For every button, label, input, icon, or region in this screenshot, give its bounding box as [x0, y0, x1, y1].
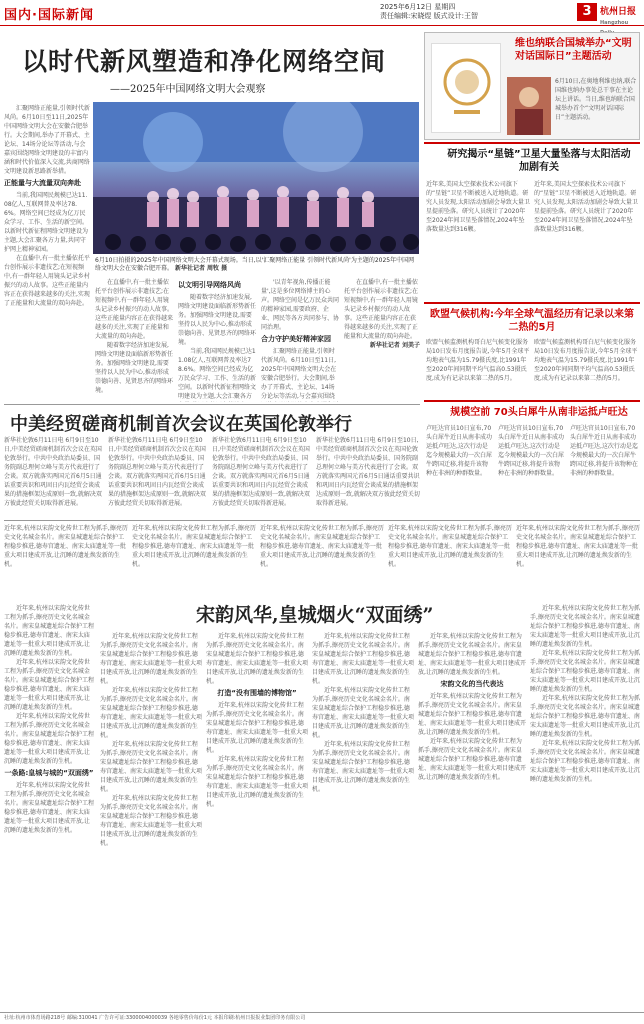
paper-en: Hangzhou: [600, 20, 629, 26]
band-col-1: 近年来,杭州以宋韵文化传世工程为抓手,擦亮历史文化名城金名片。南宋皇城遗址综合保护工程稳步推进,德寿宫遗址、南宋太庙遗址等一批重大项目建成开放,让沉睡的遗址焕发新的生机。: [4, 525, 128, 568]
lead-column-4: [261, 278, 339, 402]
third-col-4: [312, 632, 414, 1008]
side2-headline: 研究揭示“星链”卫星大量坠落与太阳活动加剧有关: [447, 149, 631, 173]
kicker-6: 宋韵文化的当代表达: [440, 680, 504, 688]
side2-text-2: 近年来,美国太空探索技术公司旗下的“星链”卫星不断被送入近地轨道。研究人员发现,太阳活动加剧会导致大量卫星提前坠落。研究人员统计了2020年至2024年间卫星坠落情况,2024年坠落数量达到316颗。: [534, 181, 638, 233]
lead-headline: 以时代新风塑造和净化网络空间: [22, 47, 387, 76]
third-col-6: [530, 604, 640, 1008]
lead-para-3: 在直播中,有一批主播依托平台创作展示非遗技艺;在短视频中,有一群年轻人用镜头记录乡村振兴的动人故事。这些正能量内容正在获得越来越多的关注,实现了正能量和大流量的双向奔赴。: [4, 255, 90, 307]
side4-text-2: 卢旺达官员10日宣布,70头白犀牛近日从南非成功运抵卢旺达,这次行动是迄今规模最大的一次白犀牛跨国迁移,将提升该物种在非洲的种群数量。: [498, 425, 564, 477]
lead-col2-text: 在直播中,有一批主播依托平台创作展示非遗技艺;在短视频中,有一群年轻人用镜头记录乡村振兴的动人故事。这些正能量内容正在获得越来越多的关注,实现了正能量和大流量的双向奔赴。: [95, 279, 173, 340]
editors: 责任编辑:宋晓煜 版式设计:王智: [380, 12, 478, 20]
sidebar-box-3: [424, 302, 640, 398]
stage-photo-illustration: [93, 102, 419, 254]
conference-photo: [93, 102, 419, 254]
photo-caption: [95, 257, 417, 273]
speaker-portrait: [507, 77, 551, 135]
lead-column-2: [95, 278, 173, 402]
third-col4-text-c: 近年来,杭州以宋韵文化传世工程为抓手,擦亮历史文化名城金名片。南宋皇城遗址综合保护工程稳步推进,德寿宫遗址、南宋太庙遗址等一批重大项目建成开放,让沉睡的遗址焕发新的生机。: [312, 741, 414, 793]
side3-text-2: 欧盟气候监测机构哥白尼气候变化服务局10日发布月度报告说,今年5月全球平均地表气温为15.79摄氏度,比1991年至2020年间同期平均气温高0.53摄氏度,成为有记录以来第二热的5月。: [534, 339, 638, 382]
emblem-image: [431, 43, 501, 133]
lead-byline: 新华社记者 刘美子: [369, 342, 420, 349]
third-col2-text-d: 近年来,杭州以宋韵文化传世工程为抓手,擦亮历史文化名城金名片。南宋皇城遗址综合保护工程稳步推进,德寿宫遗址、南宋太庙遗址等一批重大项目建成开放,让沉睡的遗址焕发新的生机。: [100, 795, 202, 847]
divider-1: [4, 404, 420, 405]
side4-text-1: 卢旺达官员10日宣布,70头白犀牛近日从南非成功运抵卢旺达,这次行动是迄今规模最大的一次白犀牛跨国迁移,将提升该物种在非洲的种群数量。: [426, 425, 492, 477]
kicker-3: 合力守护美好精神家园: [261, 335, 331, 343]
kicker-1: 正能量与大流量双向奔赴: [4, 179, 81, 187]
sidebar-box-2: [424, 142, 640, 300]
lead-col5-text: 在直播中,有一批主播依托平台创作展示非遗技艺;在短视频中,有一群年轻人用镜头记录乡村振兴的动人故事。这些正能量内容正在获得越来越多的关注,实现了正能量和大流量的双向奔赴。: [344, 279, 419, 340]
side2-text-1: 近年来,美国太空探索技术公司旗下的“星链”卫星不断被送入近地轨道。研究人员发现,太阳活动加剧会导致大量卫星提前坠落。研究人员统计了2020年至2024年间卫星坠落情况,2024年坠落数量达到316颗。: [426, 181, 530, 233]
page-footer: 社址:杭州市体育场路218号 邮编:310041 广告许可证:3300004000039 各地零售价每份1元 本报印刷:杭州日报报业集团印务有限公司: [0, 1012, 644, 1024]
kicker-4: 打造“没有围墙的博物馆”: [217, 689, 297, 697]
paper-title: 杭州日报: [600, 7, 637, 17]
lead-col3-text-b: 当前,我国网民规模已达11.08亿人,互联网普及率达78.6%。网络空间已经成为亿万民众学习、工作、生活的新空间。以新时代新征程网络文明建设为主题,大会汇聚各方: [178, 348, 256, 400]
lead-col2-text-b: 随着数字经济加速发展,网络文明建设面临新形势新任务。加强网络文明建设,需要坚持以人民为中心,推动形成崇德向善、见贤思齐的网络环境。: [95, 342, 173, 394]
third-col2-text-b: 近年来,杭州以宋韵文化传世工程为抓手,擦亮历史文化名城金名片。南宋皇城遗址综合保护工程稳步推进,德寿宫遗址、南宋太庙遗址等一批重大项目建成开放,让沉睡的遗址焕发新的生机。: [100, 687, 202, 739]
side1-headline: 维也纳联合国城举办“文明对话国际日”主题活动: [515, 38, 632, 62]
lead-column-1: [4, 104, 90, 402]
caption-credit: 新华社记者 周牧 摄: [174, 265, 228, 272]
third-col2-text-c: 近年来,杭州以宋韵文化传世工程为抓手,擦亮历史文化名城金名片。南宋皇城遗址综合保护工程稳步推进,德寿宫遗址、南宋太庙遗址等一批重大项目建成开放,让沉睡的遗址焕发新的生机。: [100, 741, 202, 793]
third-col-5: [418, 632, 526, 1008]
third-headline: 宋韵风华,皇城烟火“双面绣”: [196, 604, 434, 626]
third-col-3: [206, 632, 308, 1008]
side4-headline: 规模空前 70头白犀牛从南非运抵卢旺达: [450, 407, 628, 418]
third-col3-text-c: 近年来,杭州以宋韵文化传世工程为抓手,擦亮历史文化名城金名片。南宋皇城遗址综合保护工程稳步推进,德寿宫遗址、南宋太庙遗址等一批重大项目建成开放,让沉睡的遗址焕发新的生机。: [206, 756, 308, 808]
third-col4-text-b: 近年来,杭州以宋韵文化传世工程为抓手,擦亮历史文化名城金名片。南宋皇城遗址综合保护工程稳步推进,德寿宫遗址、南宋太庙遗址等一批重大项目建成开放,让沉睡的遗址焕发新的生机。: [312, 687, 414, 739]
side4-text-3: 卢旺达官员10日宣布,70头白犀牛近日从南非成功运抵卢旺达,这次行动是迄今规模最大的一次白犀牛跨国迁移,将提升该物种在非洲的种群数量。: [570, 425, 638, 477]
third-col3-text-b: 近年来,杭州以宋韵文化传世工程为抓手,擦亮历史文化名城金名片。南宋皇城遗址综合保护工程稳步推进,德寿宫遗址、南宋太庙遗址等一批重大项目建成开放,让沉睡的遗址焕发新的生机。: [206, 702, 308, 754]
third-col3-text: 近年来,杭州以宋韵文化传世工程为抓手,擦亮历史文化名城金名片。南宋皇城遗址综合保护工程稳步推进,德寿宫遗址、南宋太庙遗址等一批重大项目建成开放,让沉睡的遗址焕发新的生机。: [206, 633, 308, 685]
issue-date: 2025年6月12日 星期四: [380, 3, 456, 11]
third-col5-text: 近年来,杭州以宋韵文化传世工程为抓手,擦亮历史文化名城金名片。南宋皇城遗址综合保护工程稳步推进,德寿宫遗址、南宋太庙遗址等一批重大项目建成开放,让沉睡的遗址焕发新的生机。: [418, 633, 526, 676]
third-col-2: [100, 632, 202, 1008]
sidebar-box-1: [424, 32, 640, 140]
third-col5-text-b: 近年来,杭州以宋韵文化传世工程为抓手,擦亮历史文化名城金名片。南宋皇城遗址综合保护工程稳步推进,德寿宫遗址、南宋太庙遗址等一批重大项目建成开放,让沉睡的遗址焕发新的生机。: [418, 693, 526, 736]
second-col-2: 新华社伦敦6月11日电 6月9日至10日,中美经贸磋商机制首次会议在英国伦敦举行。中共中央政治局委员、国务院副总理何立峰与美方代表进行了会谈。双方就落实两国元首6月5日通话重要共识和巩固日内瓦经贸会谈成果的措施框架达成原则一致,就解决双方彼此经贸关切取得新进展。: [108, 437, 206, 507]
lead-col4-text-b: 汇聚网络正能量,引领时代新风尚。6月10日至11日,2025年中国网络文明大会在安徽合肥举行。大会期间,举办了开幕式、主论坛、14场分论坛等活动,与会嘉宾围绕: [261, 348, 337, 400]
caption-text: 6月10日拍摄的2025年中国网络文明大会开幕式现场。当日,以'汇聚网络正能量 引领时代新风尚'为主题的2025年中国网络文明大会在安徽合肥开幕。: [95, 257, 415, 272]
kicker-2: 以文明引导网络风尚: [178, 281, 241, 289]
lead-para-1: 汇聚网络正能量,引领时代新风尚。6月10日至11日,2025年中国网络文明大会在安徽合肥举行。大会期间,举办了开幕式、主论坛、14场分论坛等活动,与会嘉宾围绕网络文明建设的丰富内涵和时代价值深入交流,共商网络文明建设新思路新举措。: [4, 105, 90, 175]
third-col1-text-c: 近年来,杭州以宋韵文化传世工程为抓手,擦亮历史文化名城金名片。南宋皇城遗址综合保护工程稳步推进,德寿宫遗址、南宋太庙遗址等一批重大项目建成开放,让沉睡的遗址焕发新的生机。: [4, 713, 94, 765]
side3-headline: 欧盟气候机构:今年全球气温经历有记录以来第二热的5月: [430, 309, 634, 333]
band-col-5: 近年来,杭州以宋韵文化传世工程为抓手,擦亮历史文化名城金名片。南宋皇城遗址综合保护工程稳步推进,德寿宫遗址、南宋太庙遗址等一批重大项目建成开放,让沉睡的遗址焕发新的生机。: [516, 525, 640, 568]
divider-2: [4, 520, 640, 521]
second-col-1: 新华社伦敦6月11日电 6月9日至10日,中美经贸磋商机制首次会议在英国伦敦举行。中共中央政治局委员、国务院副总理何立峰与美方代表进行了会谈。双方就落实两国元首6月5日通话重要共识和巩固日内瓦经贸会谈成果的措施框架达成原则一致,就解决双方彼此经贸关切取得新进展。: [4, 437, 102, 507]
third-col6-text-d: 近年来,杭州以宋韵文化传世工程为抓手,擦亮历史文化名城金名片。南宋皇城遗址综合保护工程稳步推进,德寿宫遗址、南宋太庙遗址等一批重大项目建成开放,让沉睡的遗址焕发新的生机。: [530, 740, 640, 783]
masthead: [0, 0, 644, 26]
second-col-3: 新华社伦敦6月11日电 6月9日至10日,中美经贸磋商机制首次会议在英国伦敦举行。中共中央政治局委员、国务院副总理何立峰与美方代表进行了会谈。双方就落实两国元首6月5日通话重要共识和巩固日内瓦经贸会谈成果的措施框架达成原则一致,就解决双方彼此经贸关切取得新进展。: [212, 437, 310, 507]
third-col1-text-b: 近年来,杭州以宋韵文化传世工程为抓手,擦亮历史文化名城金名片。南宋皇城遗址综合保护工程稳步推进,德寿宫遗址、南宋太庙遗址等一批重大项目建成开放,让沉睡的遗址焕发新的生机。: [4, 659, 94, 711]
issue-meta: [380, 3, 570, 21]
second-col-4: 新华社伦敦6月11日电 6月9日至10日,中美经贸磋商机制首次会议在英国伦敦举行。中共中央政治局委员、国务院副总理何立峰与美方代表进行了会谈。双方就落实两国元首6月5日通话重要共识和巩固日内瓦经贸会谈成果的措施框架达成原则一致,就解决双方彼此经贸关切取得新进展。: [316, 437, 420, 507]
lead-column-5: [344, 278, 420, 402]
band-col-4: 近年来,杭州以宋韵文化传世工程为抓手,擦亮历史文化名城金名片。南宋皇城遗址综合保护工程稳步推进,德寿宫遗址、南宋太庙遗址等一批重大项目建成开放,让沉睡的遗址焕发新的生机。: [388, 525, 512, 568]
second-headline: 中美经贸磋商机制首次会议在英国伦敦举行: [10, 414, 352, 435]
third-col4-text: 近年来,杭州以宋韵文化传世工程为抓手,擦亮历史文化名城金名片。南宋皇城遗址综合保护工程稳步推进,德寿宫遗址、南宋太庙遗址等一批重大项目建成开放,让沉睡的遗址焕发新的生机。: [312, 633, 414, 685]
third-col-1: [4, 604, 94, 1008]
lead-para-2: 当前,我国网民规模已达11.08亿人,互联网普及率达78.6%。网络空间已经成为亿万民众学习、工作、生活的新空间。以新时代新征程网络文明建设为主题,大会汇聚各方力量,共同守护网上精神家园。: [4, 192, 89, 253]
speaker-photo: [507, 77, 551, 135]
third-col6-text: 近年来,杭州以宋韵文化传世工程为抓手,擦亮历史文化名城金名片。南宋皇城遗址综合保护工程稳步推进,德寿宫遗址、南宋太庙遗址等一批重大项目建成开放,让沉睡的遗址焕发新的生机。: [530, 605, 640, 648]
lead-subtitle: ——2025年中国网络文明大会观察: [110, 84, 266, 95]
civilization-emblem-icon: [432, 44, 502, 134]
third-col5-text-c: 近年来,杭州以宋韵文化传世工程为抓手,擦亮历史文化名城金名片。南宋皇城遗址综合保护工程稳步推进,德寿宫遗址、南宋太庙遗址等一批重大项目建成开放,让沉睡的遗址焕发新的生机。: [418, 738, 526, 781]
lead-col4-text: '以青年视角,传播正能量',这是多位网络博主的心声。网络空间是亿万民众共同的精神家园,需要政府、企业、网民等各方共同参与、协同治理。: [261, 279, 339, 331]
band-col-2: 近年来,杭州以宋韵文化传世工程为抓手,擦亮历史文化名城金名片。南宋皇城遗址综合保护工程稳步推进,德寿宫遗址、南宋太庙遗址等一批重大项目建成开放,让沉睡的遗址焕发新的生机。: [132, 525, 256, 568]
lead-column-3: [178, 278, 256, 402]
third-col6-text-c: 近年来,杭州以宋韵文化传世工程为抓手,擦亮历史文化名城金名片。南宋皇城遗址综合保护工程稳步推进,德寿宫遗址、南宋太庙遗址等一批重大项目建成开放,让沉睡的遗址焕发新的生机。: [530, 695, 640, 738]
kicker-5: 一条路:皇城与城的“双面绣”: [4, 769, 94, 777]
side3-text-1: 欧盟气候监测机构哥白尼气候变化服务局10日发布月度报告说,今年5月全球平均地表气温为15.79摄氏度,比1991年至2020年间同期平均气温高0.53摄氏度,成为有记录以来第二热的5月。: [426, 339, 530, 382]
band-col-3: 近年来,杭州以宋韵文化传世工程为抓手,擦亮历史文化名城金名片。南宋皇城遗址综合保护工程稳步推进,德寿宫遗址、南宋太庙遗址等一批重大项目建成开放,让沉睡的遗址焕发新的生机。: [260, 525, 384, 568]
third-col1-text-d: 近年来,杭州以宋韵文化传世工程为抓手,擦亮历史文化名城金名片。南宋皇城遗址综合保护工程稳步推进,德寿宫遗址、南宋太庙遗址等一批重大项目建成开放,让沉睡的遗址焕发新的生机。: [4, 782, 94, 834]
page-number: 3: [577, 3, 597, 21]
third-col1-text: 近年来,杭州以宋韵文化传世工程为抓手,擦亮历史文化名城金名片。南宋皇城遗址综合保护工程稳步推进,德寿宫遗址、南宋太庙遗址等一批重大项目建成开放,让沉睡的遗址焕发新的生机。: [4, 605, 94, 657]
side1-text: 6月10日,在奥地利维也纳,联合国维也纳办事处总干事在主论坛上讲话。当日,维也纳联合国城举办首个“文明对话国际日”主题活动。: [555, 78, 637, 121]
third-col2-text: 近年来,杭州以宋韵文化传世工程为抓手,擦亮历史文化名城金名片。南宋皇城遗址综合保护工程稳步推进,德寿宫遗址、南宋太庙遗址等一批重大项目建成开放,让沉睡的遗址焕发新的生机。: [100, 633, 202, 685]
sidebar-box-4: [424, 400, 640, 508]
section-title: 国内·国际新闻: [4, 8, 94, 23]
third-col6-text-b: 近年来,杭州以宋韵文化传世工程为抓手,擦亮历史文化名城金名片。南宋皇城遗址综合保护工程稳步推进,德寿宫遗址、南宋太庙遗址等一批重大项目建成开放,让沉睡的遗址焕发新的生机。: [530, 650, 640, 693]
lead-col3-text: 随着数字经济加速发展,网络文明建设面临新形势新任务。加强网络文明建设,需要坚持以人民为中心,推动形成崇德向善、见贤思齐的网络环境。: [178, 294, 256, 346]
